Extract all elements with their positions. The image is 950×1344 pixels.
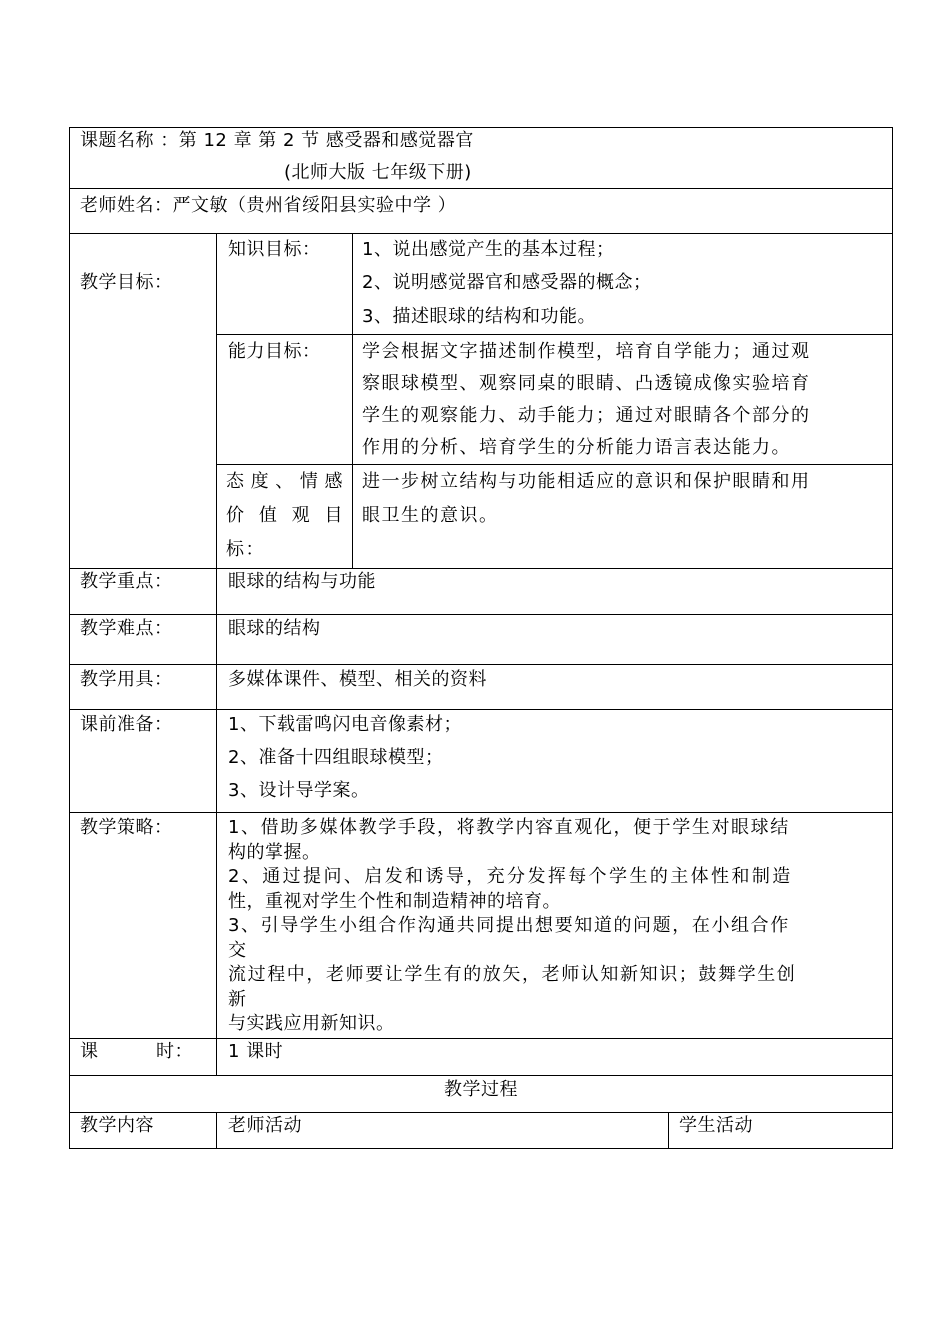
difficulty-value: 眼球的结构 [228,618,321,639]
strategy-line-7: 流过程中，老师要让学生有的放矢，老师认知新知识；鼓舞学生创 [228,964,797,985]
ability-goal-label: 能力目标： [228,341,321,362]
rule-bottom [69,1148,893,1149]
rule-right [892,127,893,1149]
key-point-label: 教学重点： [80,571,173,592]
attitude-goal-label-line-1: 态度、情感 [226,471,344,492]
strategy-line-3: 2、通过提问、启发和诱导，充分发挥每个学生的主体性和制造 [228,866,793,887]
process-col-content: 教学内容 [80,1115,154,1136]
process-col-student: 学生活动 [679,1115,753,1136]
process-title: 教学过程 [444,1079,518,1100]
goals-label: 教学目标： [80,272,173,293]
rule-label-col-a [216,233,217,1075]
tools-value: 多媒体课件、模型、相关的资料 [228,669,487,690]
tools-label: 教学用具： [80,669,173,690]
preparation-label: 课前准备： [80,714,173,735]
rule-top [69,127,893,128]
knowledge-goal-item-3: 3、描述眼球的结构和功能。 [362,306,596,327]
attitude-goal-line-2: 眼卫生的意识。 [362,505,499,526]
preparation-item-2: 2、准备十四组眼球模型； [228,747,444,768]
hours-label-part-1: 课 [80,1041,99,1062]
rule-after-teacher [69,233,893,234]
hours-label-part-2: 时： [156,1041,193,1062]
rule-after-goals [69,568,893,569]
ability-goal-line-2: 察眼球模型、观察同桌的眼睛、凸透镜成像实验培育 [362,373,811,394]
strategy-label: 教学策略： [80,817,173,838]
attitude-goal-label-line-2: 价 值 观 目 [226,505,344,526]
strategy-line-2: 构的掌握。 [228,842,321,863]
teacher-name: 老师姓名：严文敏（贵州省绥阳县实验中学 ） [80,195,457,216]
attitude-goal-line-1: 进一步树立结构与功能相适应的意识和保护眼睛和用 [362,471,811,492]
rule-after-hours [69,1075,893,1076]
process-col-teacher: 老师活动 [228,1115,302,1136]
strategy-line-6: 交 [228,940,247,961]
hours-value: 1 课时 [228,1041,284,1062]
knowledge-goal-item-2: 2、说明感觉器官和感受器的概念； [362,272,652,293]
attitude-goal-label-line-3: 标： [226,539,265,560]
rule-after-keypoint [69,614,893,615]
strategy-line-8: 新 [228,989,247,1010]
strategy-line-1: 1、借助多媒体教学手段，将教学内容直观化，便于学生对眼球结 [228,817,790,838]
rule-after-process-title [69,1112,893,1113]
rule-after-difficulty [69,664,893,665]
rule-after-preparation [69,812,893,813]
rule-label-col-b [216,1112,217,1148]
knowledge-goal-label: 知识目标： [228,239,321,260]
preparation-item-3: 3、设计导学案。 [228,780,370,801]
rule-after-strategy [69,1038,893,1039]
ability-goal-line-3: 学生的观察能力、动手能力；通过对眼睛各个部分的 [362,405,811,426]
rule-sublabel-col [352,233,353,568]
key-point-value: 眼球的结构与功能 [228,571,376,592]
knowledge-goal-item-1: 1、说出感觉产生的基本过程； [362,239,615,260]
rule-student-col [668,1112,669,1148]
strategy-line-5: 3、引导学生小组合作沟通共同提出想要知道的问题，在小组合作 [228,915,790,936]
strategy-line-4: 性，重视对学生个性和制造精神的培育。 [228,891,561,912]
rule-after-ability [216,464,893,465]
ability-goal-line-4: 作用的分析、培育学生的分析能力语言表达能力。 [362,437,791,458]
rule-after-title [69,188,893,189]
rule-after-knowledge [216,334,893,335]
rule-after-tools [69,709,893,710]
title-line-2: (北师大版 七年级下册) [284,162,472,183]
preparation-item-1: 1、下载雷鸣闪电音像素材； [228,714,462,735]
difficulty-label: 教学难点： [80,618,173,639]
title-line-1: 课题名称 ：第 12 章 第 2 节 感受器和感觉器官 [80,130,474,151]
strategy-line-9: 与实践应用新知识。 [228,1013,395,1034]
ability-goal-line-1: 学会根据文字描述制作模型，培育自学能力；通过观 [362,341,811,362]
rule-left [69,127,70,1149]
